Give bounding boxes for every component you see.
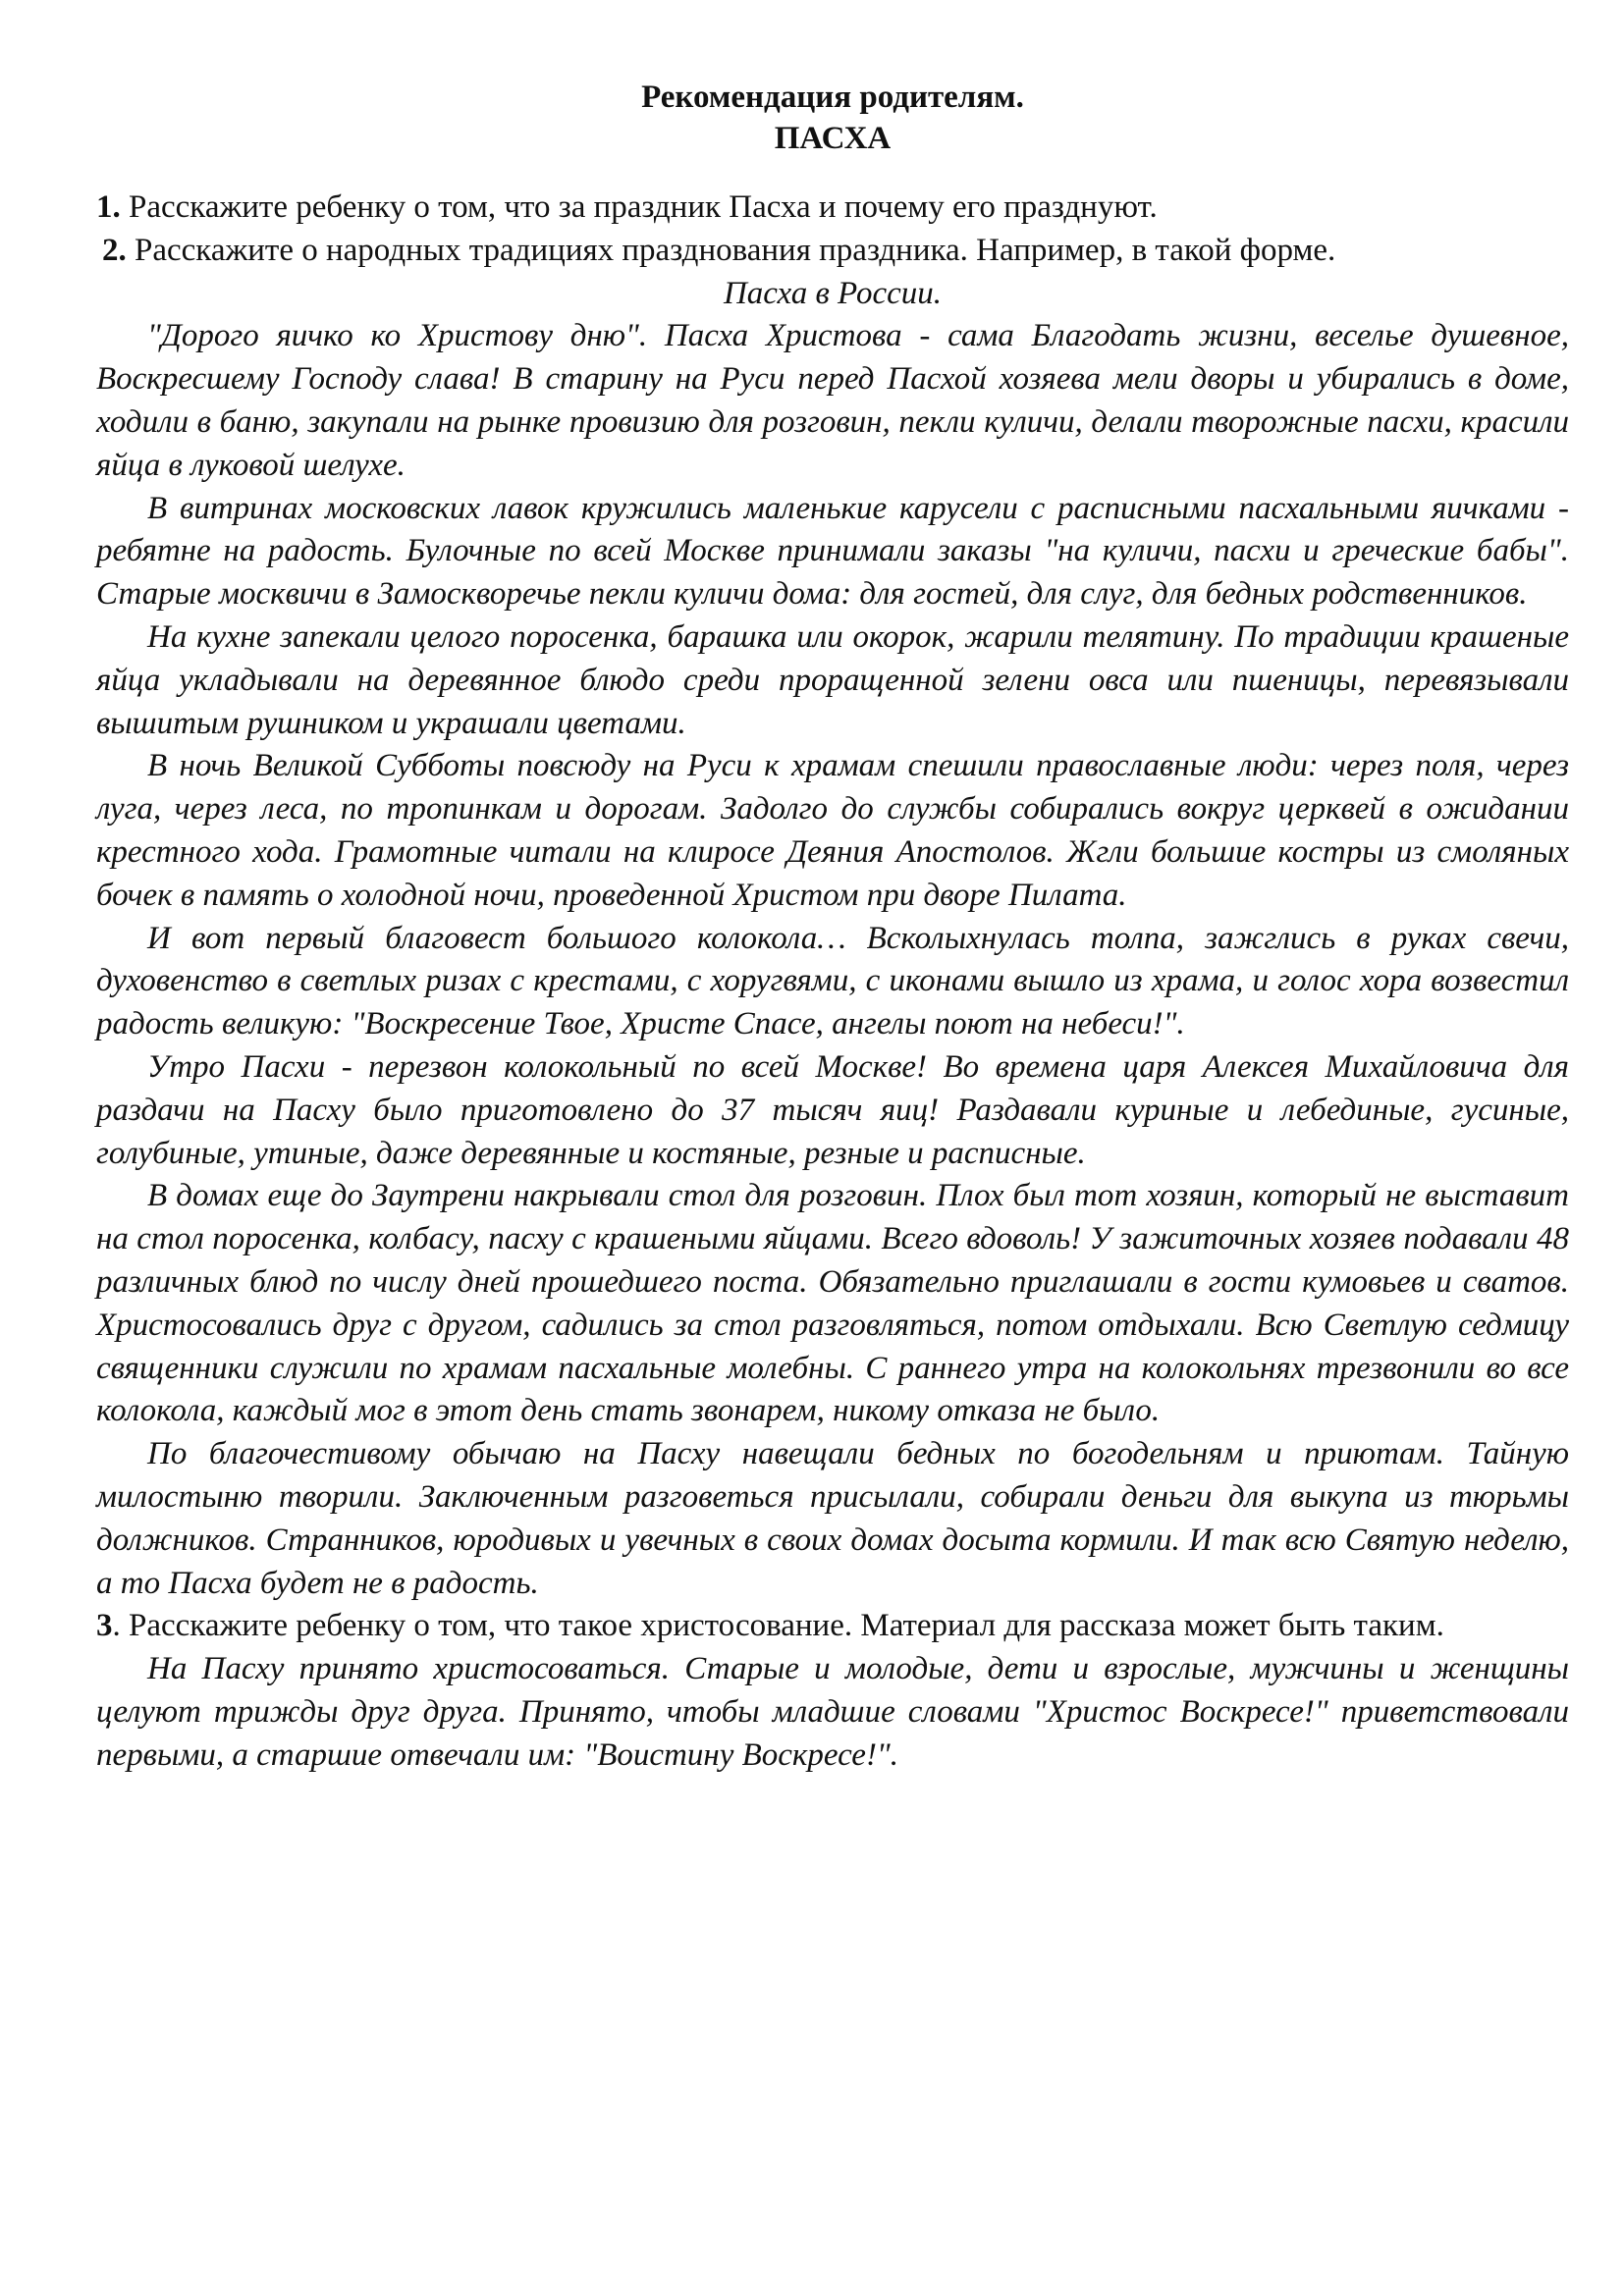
document-title: Рекомендация родителям. xyxy=(641,80,1024,115)
item-number: 3 xyxy=(96,1608,113,1644)
document-page xyxy=(96,77,1569,1777)
item-number: 1. xyxy=(96,189,121,225)
story-paragraph: По благочестивому обычаю на Пасху навещали бедных по богодельням и приютам. Тайную милостыню творили. Заключенным разговеться присылали, собирали деньги для выкупа из тюрьмы должников. Странников, юродивых и увечных в своих домах досыта кормили. И так всю Святую неделю, а то Пасха будет не в радость. xyxy=(96,1436,1569,1601)
item-number: 2. xyxy=(102,232,127,268)
story-paragraph: В ночь Великой Субботы повсюду на Руси к храмам спешили православные люди: через поля, через луга, через леса, по тропинкам и дорогам. Задолго до службы собирались вокруг церквей в ожидании крестного хода. Грамотные читали на клиросе Деяния Апостолов. Жгли большие костры из смоляных бочек в память о холодной ночи, проведенной Христом при дворе Пилата. xyxy=(96,748,1569,913)
recommendation-item-1 xyxy=(96,187,1569,230)
recommendation-item-2 xyxy=(102,230,1569,273)
story-paragraph: В домах еще до Заутрени накрывали стол для розговин. Плох был тот хозяин, который не выставит на стол поросенка, колбасу, пасху с крашеными яйцами. Всего вдоволь! У зажиточных хозяев подавали 48 различных блюд по числу дней прошедшего поста. Обязательно приглашали в гости кумовьев и сватов. Христосовались друг с другом, садились за стол разговляться, потом отдыхали. Всю Светлую седмицу священники служили по храмам пасхальные молебны. С раннего утра на колокольнях трезвонили во все колокола, каждый мог в этот день стать звонарем, никому отказа не было. xyxy=(96,1178,1569,1429)
story-paragraph: На Пасху принято христосоваться. Старые и молодые, дети и взрослые, мужчины и женщины целуют трижды друг друга. Принято, чтобы младшие словами "Христос Воскресе!" приветствовали первыми, а старшие отвечали им: "Воистину Воскресе!". xyxy=(96,1651,1569,1773)
story-paragraph: И вот первый благовест большого колокола… Всколыхнулась толпа, зажглись в руках свечи, духовенство в светлых ризах с крестами, с хоругвями, с иконами вышло из храма, и голос хора возвестил радость великую: "Воскресение Твое, Христе Спасе, ангелы поют на небеси!". xyxy=(96,920,1569,1042)
item-text: Расскажите о народных традициях празднования праздника. Например, в такой форме. xyxy=(126,232,1336,268)
story-paragraph: "Дорого яичко ко Христову дню". Пасха Христова - сама Благодать жизни, веселье душевное, Воскресшему Господу слава! В старину на Руси перед Пасхой хозяева мели дворы и убирались в доме, ходили в баню, закупали на рынке провизию для розговин, пекли куличи, делали творожные пасхи, красили яйца в луковой шелухе. xyxy=(96,318,1569,483)
story-paragraph: На кухне запекали целого поросенка, барашка или окорок, жарили телятину. По традиции крашеные яйца укладывали на деревянное блюдо среди проращенной зелени овса или пшеницы, перевязывали вышитым рушником и украшали цветами. xyxy=(96,618,1569,741)
item-text: Расскажите ребенку о том, что за праздник Пасха и почему его празднуют. xyxy=(120,189,1158,225)
story-paragraph: В витринах московских лавок кружились маленькие карусели с расписными пасхальными яичками - ребятне на радость. Булочные по всей Москве принимали заказы "на куличи, пасхи и греческие бабы". Старые москвичи в Замоскворечье пекли куличи дома: для гостей, для слуг, для бедных родственников. xyxy=(96,490,1569,613)
story-heading: Пасха в России. xyxy=(723,275,943,311)
item-text: . Расскажите ребенку о том, что такое христосование. Материал для рассказа может быть таким. xyxy=(112,1608,1444,1644)
title-block xyxy=(96,77,1569,159)
story-paragraph: Утро Пасхи - перезвон колокольный по всей Москве! Во времена царя Алексея Михайловича для раздачи на Пасху было приготовлено до 37 тысяч яиц! Раздавали куриные и лебединые, гусиные, голубиные, утиные, даже деревянные и костяные, резные и расписные. xyxy=(96,1048,1569,1171)
recommendation-item-3 xyxy=(96,1605,1569,1648)
document-subtitle: ПАСХА xyxy=(774,121,892,156)
